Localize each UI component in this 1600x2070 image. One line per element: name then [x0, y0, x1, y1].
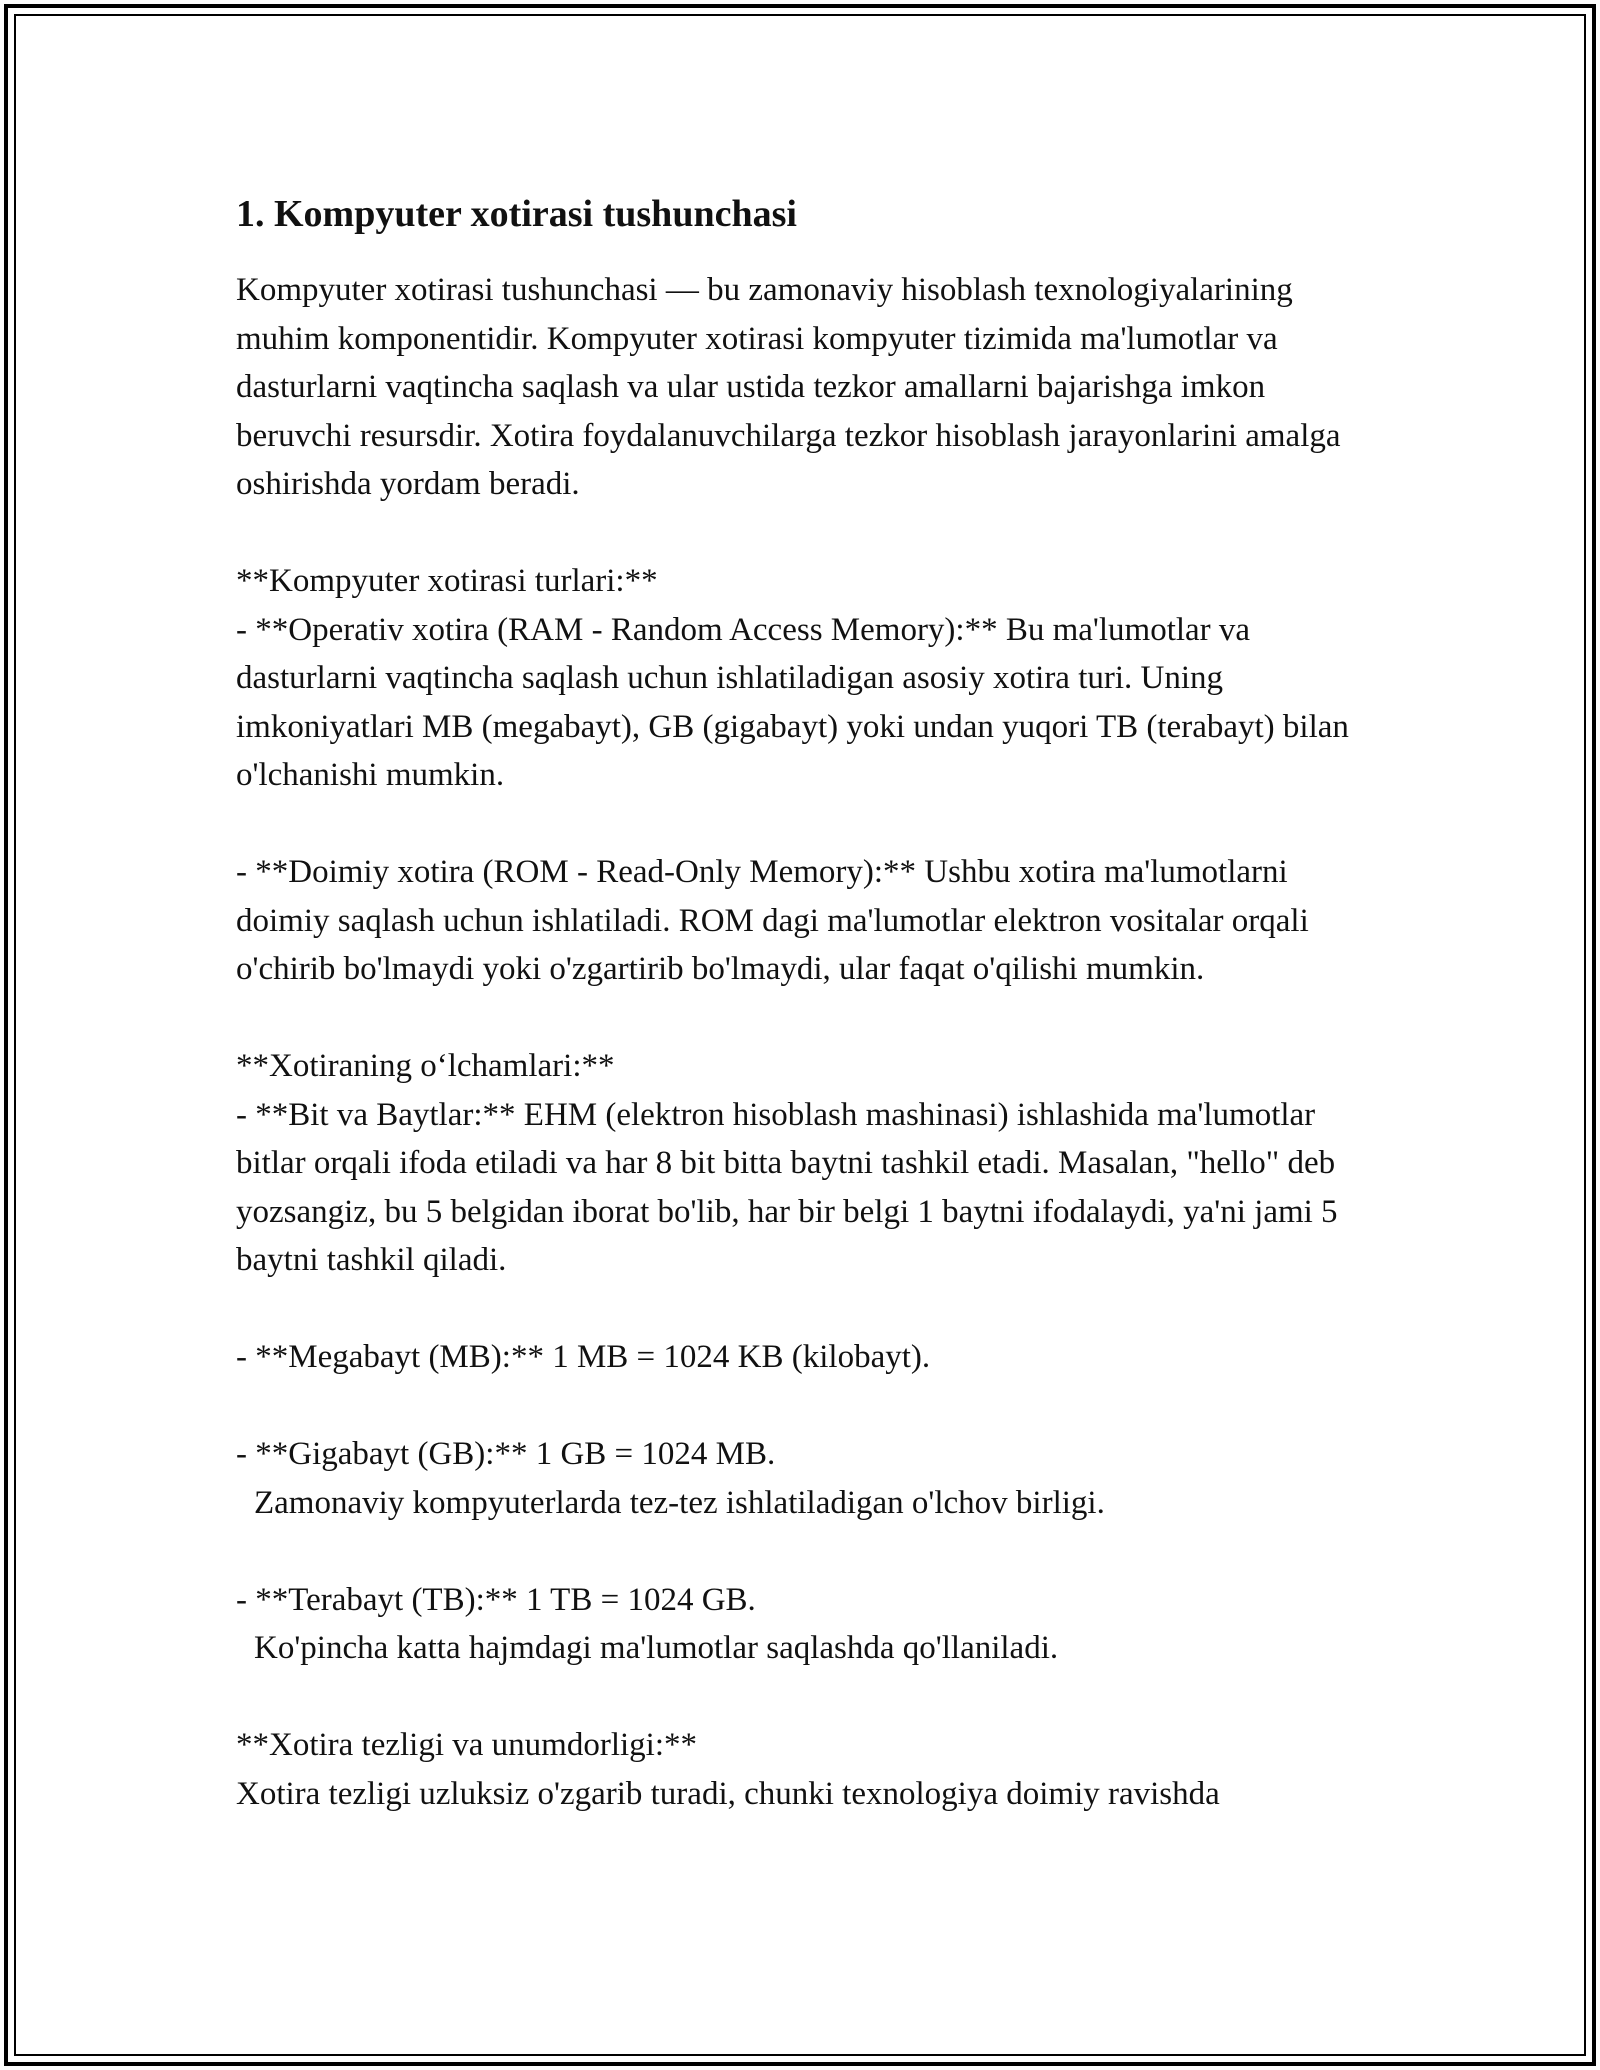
spacer [236, 1527, 1376, 1576]
bits-bytes-paragraph: - **Bit va Baytlar:** EHM (elektron hisoblash mashinasi) ishlashida ma'lumotlar bitlar orqali ifoda etiladi va har 8 bit bitta baytni tashkil etadi. Masalan, "hello" deb yozsangiz, bu 5 belgidan iborat bo'lib, har bir belgi 1 baytni ifodalaydi, ya'ni jami 5 baytni tashkil qiladi. [236, 1096, 1346, 1278]
spacer [236, 509, 1376, 558]
rom-paragraph: - **Doimiy xotira (ROM - Read-Only Memory):** Ushbu xotira ma'lumotlarni doimiy saqlash uchun ishlatiladi. ROM dagi ma'lumotlar elektron vositalar orqali o'chirib bo'lmaydi yoki o'zgartirib bo'lmaydi, ular faqat o'qilishi mumkin. [236, 854, 1317, 987]
memory-speed-paragraph: Xotira tezligi uzluksiz o'zgarib turadi, chunki texnologiya doimiy ravishda [236, 1775, 1220, 1812]
spacer [236, 1285, 1376, 1334]
section-heading: 1. Kompyuter xotirasi tushunchasi [236, 193, 797, 235]
memory-speed-title: **Xotira tezligi va unumdorligi:** [236, 1727, 698, 1763]
memory-types-title: **Kompyuter xotirasi turlari:** [236, 563, 658, 599]
ram-paragraph: - **Operativ xotira (RAM - Random Access Memory):** Bu ma'lumotlar va dasturlarni vaqtincha saqlash uchun ishlatiladigan asosiy xotira turi. Uning imkoniyatlari MB (megabayt), GB (gigabayt) yoki undan yuqori TB (terabayt) bilan o'lchanishi mumkin. [236, 611, 1358, 793]
spacer [236, 1382, 1376, 1431]
spacer [236, 1673, 1376, 1722]
terabyte-note: Ko'pincha katta hajmdagi ma'lumotlar saqlashda qo'llaniladi. [254, 1630, 1059, 1666]
spacer [236, 994, 1376, 1043]
megabyte-line: - **Megabayt (MB):** 1 MB = 1024 KB (kilobayt). [236, 1339, 931, 1375]
gigabyte-line: - **Gigabayt (GB):** 1 GB = 1024 MB. [236, 1436, 776, 1472]
document-body [236, 188, 1376, 1818]
gigabyte-note: Zamonaviy kompyuterlarda tez-tez ishlatiladigan o'lchov birligi. [254, 1484, 1105, 1521]
spacer [236, 800, 1376, 849]
intro-paragraph: Kompyuter xotirasi tushunchasi — bu zamonaviy hisoblash texnologiyalarining muhim komponentidir. Kompyuter xotirasi kompyuter tizimida ma'lumotlar va dasturlarni vaqtincha saqlash va ular ustida tezkor amallarni bajarishga imkon beruvchi resursdir. Xotira foydalanuvchilarga tezkor hisoblash jarayonlarini amalga oshirishda yordam beradi. [236, 272, 1349, 502]
memory-sizes-title: **Xotiraning o‘lchamlari:** [236, 1048, 615, 1084]
terabyte-line: - **Terabayt (TB):** 1 TB = 1024 GB. [236, 1581, 756, 1618]
